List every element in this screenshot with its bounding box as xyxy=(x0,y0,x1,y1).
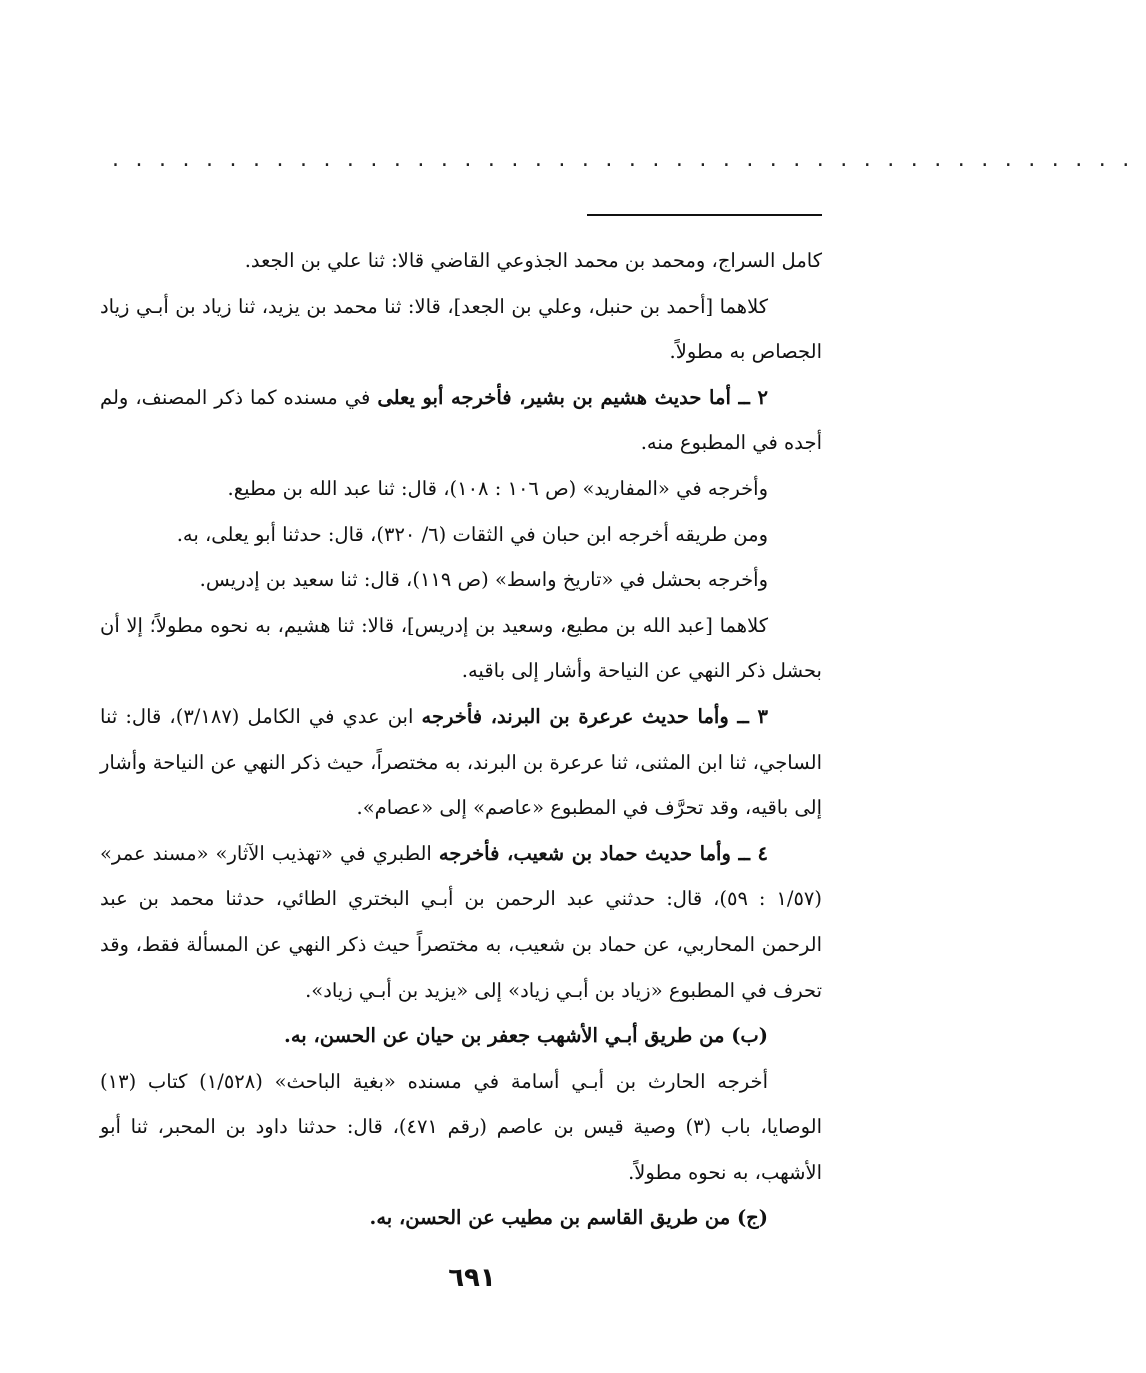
footnote-paragraph: كلاهما [أحمد بن حنبل، وعلي بن الجعد]، قالا: ثنا محمد بن يزيد، ثنا زياد بن أبـي زياد الجصاص به مطولاً. xyxy=(100,294,822,364)
footnote-paragraph: كامل السراج، ومحمد بن محمد الجذوعي القاضي قالا: ثنا علي بن الجعد. xyxy=(244,249,822,272)
footnote-paragraph xyxy=(100,375,822,466)
subsection-heading: (ج) من طريق القاسم بن مطيب عن الحسن، به. xyxy=(369,1206,768,1230)
ellipsis-line: ............................................ xyxy=(112,147,1146,172)
footnote-paragraph xyxy=(100,831,822,1013)
paragraph-text: ابن عدي في الكامل (٣/١٨٧)، قال: ثنا الساجي، ثنا ابن المثنى، ثنا عرعرة بن البرند، به مختصراً، حيث ذكر النهي عن النياحة وأشار إلى باقيه، وقد تحرَّف في المطبوع «عاصم» إلى «عصام». xyxy=(100,704,822,820)
footnote-paragraph: ومن طريقه أخرجه ابن حبان في الثقات (٦/ ٣٢٠)، قال: حدثنا أبو يعلى، به. xyxy=(176,522,768,546)
paragraph-text: الطبري في «تهذيب الآثار» «مسند عمر» (١/٥٧ : ٥٩)، قال: حدثني عبد الرحمن بن أبـي البختري الطائي، حدثنا محمد بن عبد الرحمن المحاربي، عن حماد بن شعيب، به مختصراً حيث ذكر النهي عن المسألة فقط، وقد تحرف في المطبوع «زياد بن أبـي زياد» إلى «يزيد بن أبـي زياد». xyxy=(100,841,823,1002)
footnotes-section xyxy=(100,238,822,1241)
footnote-paragraph: وأخرجه في «المفاريد» (ص ١٠٦ : ١٠٨)، قال: ثنا عبد الله بن مطيع. xyxy=(227,476,768,500)
section-heading: ٣ ــ وأما حديث عرعرة بن البرند، فأخرجه xyxy=(421,704,769,728)
section-heading: ٤ ــ وأما حديث حماد بن شعيب، فأخرجه xyxy=(438,841,768,865)
paragraph-text: في مسنده كما ذكر المصنف، ولم أجده في المطبوع منه. xyxy=(100,385,822,455)
section-heading: ٢ ــ أما حديث هشيم بن بشير، فأخرجه أبو يعلى xyxy=(377,385,768,409)
subsection-heading: (ب) من طريق أبـي الأشهب جعفر بن حيان عن الحسن، به. xyxy=(284,1024,768,1048)
page-number: ٦٩١ xyxy=(448,1263,496,1293)
footnote-paragraph xyxy=(100,694,822,831)
footnote-separator xyxy=(587,214,822,216)
footnote-paragraph: كلاهما [عبد الله بن مطيع، وسعيد بن إدريس]، قالا: ثنا هشيم، به نحوه مطولاً؛ إلا أن بحشل ذكر النهي عن النياحة وأشار إلى باقيه. xyxy=(100,613,822,683)
footnote-paragraph: وأخرجه بحشل في «تاريخ واسط» (ص ١١٩)، قال: ثنا سعيد بن إدريس. xyxy=(199,568,768,592)
footnote-paragraph: أخرجه الحارث بن أبـي أسامة في مسنده «بغية الباحث» (١/٥٢٨) كتاب (١٣) الوصايا، باب (٣) وصية قيس بن عاصم (رقم ٤٧١)، قال: حدثنا داود بن المحبر، ثنا أبو الأشهب، به نحوه مطولاً. xyxy=(100,1069,823,1184)
